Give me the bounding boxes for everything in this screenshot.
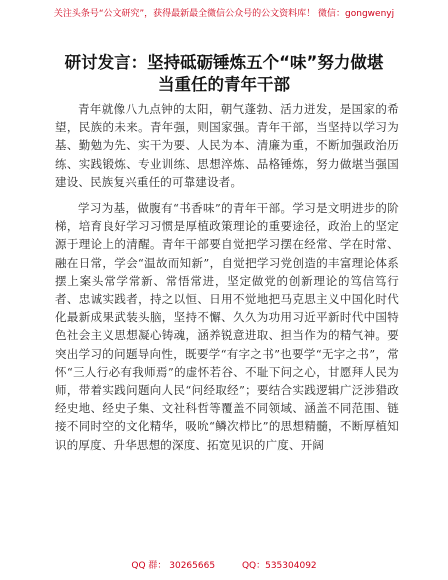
footer-banner <box>0 560 448 572</box>
footer-qq: QQ：535304092 <box>241 561 317 571</box>
header-banner: 关注头条号“公文研究”，获得最新最全微信公众号的公文资料库！ 微信：gongwenyj <box>53 9 395 19</box>
document-title <box>20 52 428 96</box>
title-line-1: 研讨发言：坚持砥砺锤炼五个“味”努力做堪 <box>64 53 384 72</box>
document-body <box>55 100 399 462</box>
footer-qq-group: QQ 群： 30265665 <box>131 561 216 571</box>
paragraph-1: 青年就像八九点钟的太阳，朝气蓬勃、活力迸发，是国家的希望，民族的未来。青年强，则国家强。青年干部，当坚持以学习为基、勤勉为先、实干为要、人民为本、清廉为重，不断加强政治历练、实践锻炼、专业训练、思想淬炼、品格锤炼，努力做堪当强国建设、民族复兴重任的可靠建设者。 <box>55 102 399 189</box>
paragraph-2: 学习为基，做腹有“书香味”的青年干部。学习是文明进步的阶梯，培育良好学习习惯是厚植政策理论的重要途径，政治上的坚定源于理论上的清醒。青年干部要自觉把学习摆在经常、学在时常、融在日常，学会“温故而知新”，自觉把学习党创造的丰富理论体系摆上案头常学常新、常悟常进，坚定做党的创新理论的笃信笃行者、忠诚实践者，持之以恒、日用不觉地把马克思主义中国化时代化最新成果武装头脑，坚持不懈、久久为功用习近平新时代中国特色社会主义思想凝心铸魂，涵养锐意进取、担当作为的精气神。要突出学习的问题导向性，既要学“有字之书”也要学“无字之书”，常怀“三人行必有我师焉”的虚怀若谷、不耻下问之心，甘愿拜人民为师，带着实践问题向人民“问经取经”；要结合实践逻辑广泛涉猎政经史地、经史子集、文社科哲等覆盖不同领域、涵盖不同范围、链接不同时空的文化精华，吸吮“鳞次栉比”的思想精髓，不断厚植知识的厚度、升华思想的深度、拓宽见识的广度、开阔 <box>55 201 399 452</box>
title-line-2: 当重任的青年干部 <box>158 75 290 94</box>
